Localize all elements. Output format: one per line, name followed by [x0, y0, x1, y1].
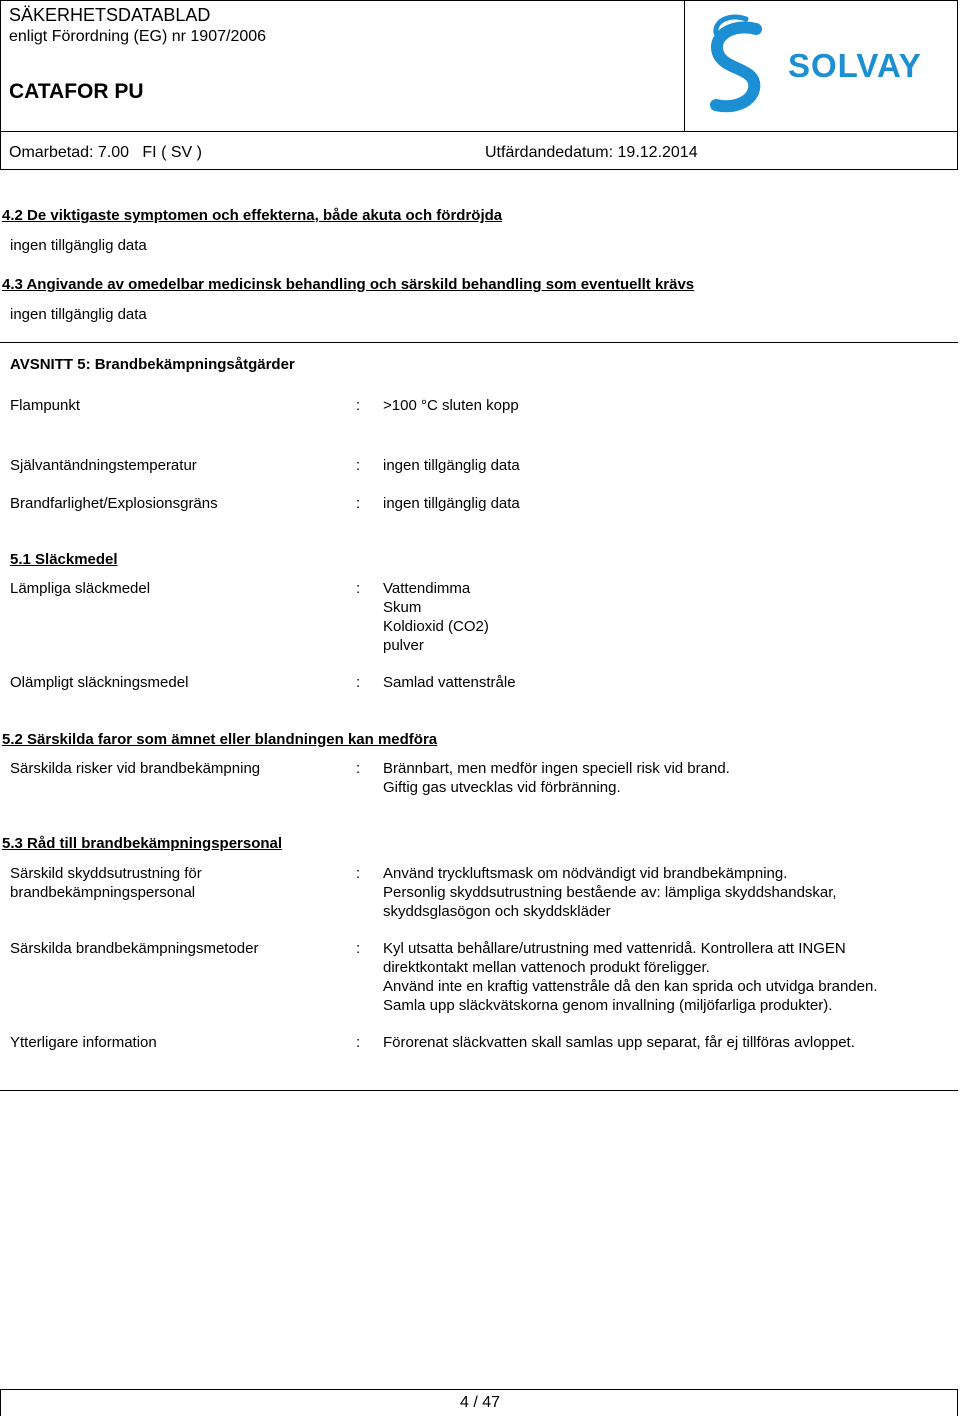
- autoignition-label: Självantändningstemperatur: [10, 457, 197, 474]
- method-line: Samla upp släckvätskorna genom invallning (miljöfarliga produkter).: [383, 997, 833, 1014]
- explosion-limit-label: Brandfarlighet/Explosionsgräns: [10, 495, 218, 512]
- method-line: Använd inte en kraftig vattenstråle då den kan sprida och utvidga branden.: [383, 978, 878, 995]
- autoignition-value: ingen tillgänglig data: [383, 457, 520, 474]
- subsection-4-3-value: ingen tillgänglig data: [10, 306, 147, 323]
- suitable-media-item: Koldioxid (CO2): [383, 618, 489, 635]
- ppe-line: Personlig skyddsutrustning bestående av: lämpliga skyddshandskar,: [383, 884, 837, 901]
- product-name: CATAFOR PU: [9, 80, 144, 103]
- document-header: [0, 0, 958, 170]
- suitable-media-item: pulver: [383, 637, 424, 654]
- separator: :: [356, 760, 361, 777]
- revision-info: Omarbetad: 7.00 FI ( SV ): [9, 144, 202, 161]
- suitable-media-values: [383, 579, 489, 655]
- section-divider: [0, 1090, 958, 1091]
- separator: :: [356, 865, 361, 882]
- explosion-limit-value: ingen tillgänglig data: [383, 495, 520, 512]
- hazard-line: Brännbart, men medför ingen speciell risk vid brand.: [383, 760, 730, 777]
- section-5-title: AVSNITT 5: Brandbekämpningsåtgärder: [10, 356, 295, 373]
- suitable-media-item: Vattendimma: [383, 580, 471, 597]
- regulation-reference: enligt Förordning (EG) nr 1907/2006: [9, 28, 267, 45]
- label-line: brandbekämpningspersonal: [10, 884, 196, 901]
- separator: :: [356, 1034, 361, 1051]
- separator: :: [356, 940, 361, 957]
- separator: :: [356, 674, 361, 691]
- method-line: direktkontakt mellan vattenoch produkt föreligger.: [383, 959, 710, 976]
- page-number: 4 / 47: [459, 1394, 501, 1411]
- logo-wordmark: SOLVAY: [788, 47, 922, 84]
- suitable-media-label: Lämpliga släckmedel: [10, 580, 151, 597]
- subsection-4-2-value: ingen tillgänglig data: [10, 237, 147, 254]
- label-line: Särskild skyddsutrustning för: [10, 865, 202, 882]
- suitable-media-item: Skum: [383, 599, 422, 616]
- subsection-4-3-heading: 4.3 Angivande av omedelbar medicinsk behandling och särskild behandling som eventuellt krävs: [2, 276, 695, 293]
- flash-point-value: >100 °C sluten kopp: [383, 397, 519, 414]
- flash-point-label: Flampunkt: [10, 397, 81, 414]
- ppe-line: Använd tryckluftsmask om nödvändigt vid brandbekämpning.: [383, 865, 788, 882]
- further-info-value: Förorenat släckvatten skall samlas upp separat, får ej tillföras avloppet.: [383, 1034, 855, 1051]
- unsuitable-media-value: Samlad vattenstråle: [383, 674, 516, 691]
- separator: :: [356, 397, 361, 414]
- unsuitable-media-label: Olämpligt släckningsmedel: [10, 674, 189, 691]
- subsection-5-2-heading: 5.2 Särskilda faror som ämnet eller blandningen kan medföra: [2, 731, 438, 748]
- page-footer: [0, 1389, 958, 1416]
- method-line: Kyl utsatta behållare/utrustning med vattenridå. Kontrollera att INGEN: [383, 940, 846, 957]
- separator: :: [356, 457, 361, 474]
- separator: :: [356, 580, 361, 597]
- subsection-5-1-heading: 5.1 Släckmedel: [10, 551, 118, 568]
- company-logo: [686, 1, 958, 131]
- hazard-line: Giftig gas utvecklas vid förbränning.: [383, 779, 621, 796]
- subsection-4-2-heading: 4.2 De viktigaste symptomen och effekterna, både akuta och fördröjda: [2, 207, 503, 224]
- ppe-line: skyddsglasögon och skyddskläder: [383, 903, 611, 920]
- separator: :: [356, 495, 361, 512]
- firefighting-methods-label: Särskilda brandbekämpningsmetoder: [10, 940, 259, 957]
- header-title-block: [1, 1, 685, 131]
- special-hazards-label: Särskilda risker vid brandbekämpning: [10, 760, 261, 777]
- firefighting-methods-values: [383, 939, 878, 1015]
- protective-equipment-label: [10, 864, 202, 902]
- document-title: SÄKERHETSDATABLAD: [9, 5, 211, 25]
- further-info-label: Ytterligare information: [10, 1034, 157, 1051]
- protective-equipment-values: [383, 864, 837, 921]
- special-hazards-values: [383, 759, 730, 797]
- subsection-5-3-heading: 5.3 Råd till brandbekämpningspersonal: [2, 835, 283, 852]
- header-meta-row: [1, 131, 957, 169]
- section-divider: [0, 342, 958, 343]
- issue-date: Utfärdandedatum: 19.12.2014: [485, 144, 698, 161]
